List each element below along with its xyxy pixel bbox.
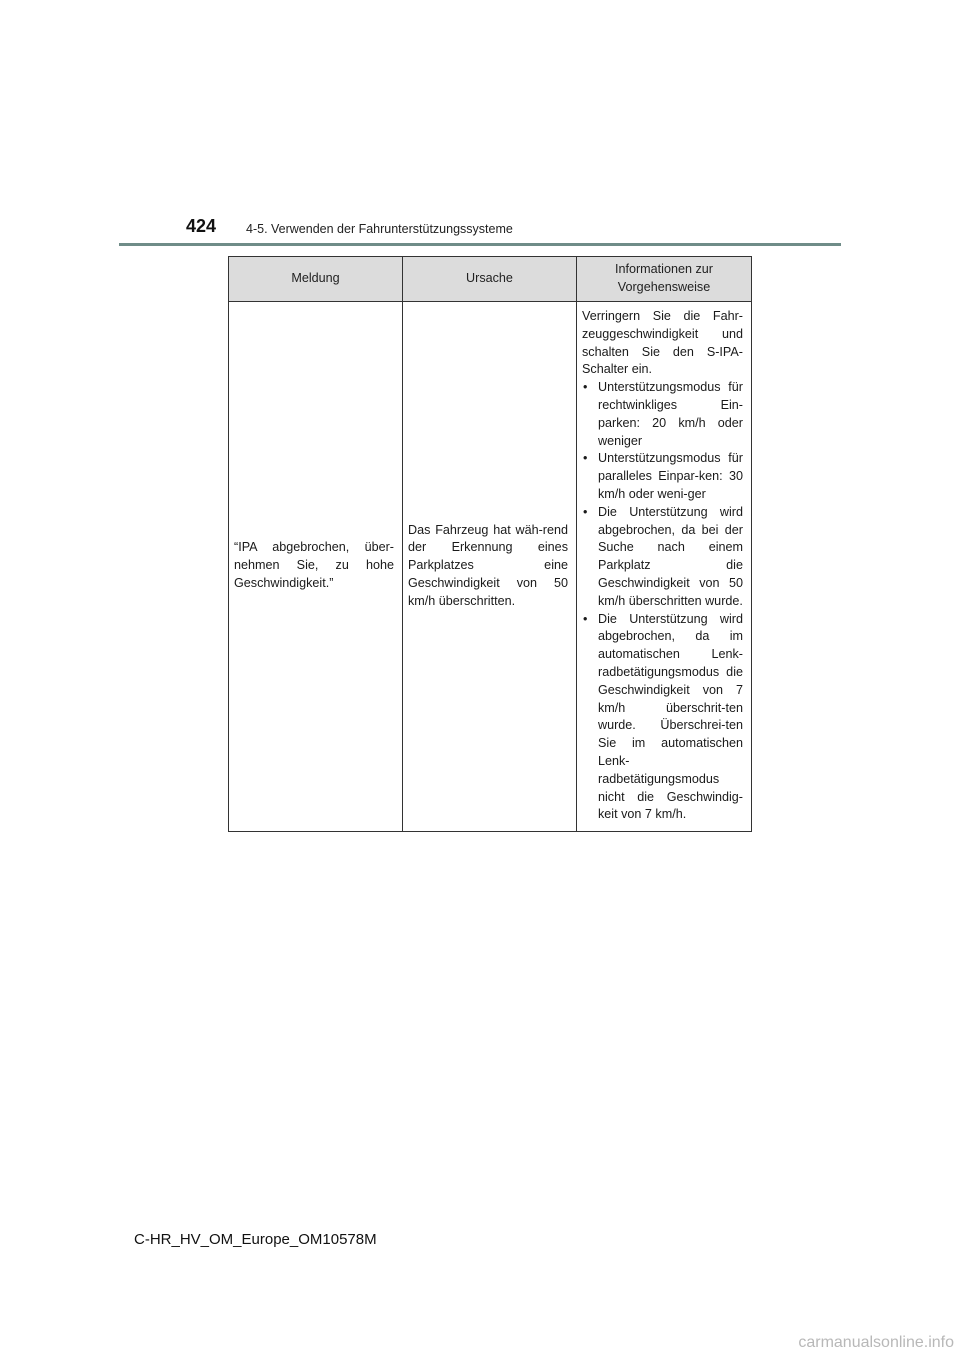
column-header-informationen: Informationen zur Vorgehensweise <box>577 257 752 302</box>
cell-ursache: Das Fahrzeug hat wäh-rend der Erkennung eines Parkplatzes eine Geschwindigkeit von 50 km/h überschritten. <box>403 302 577 832</box>
column-header-meldung: Meldung <box>229 257 403 302</box>
cell-informationen <box>577 302 752 832</box>
info-bullet-item: • Die Unterstützung wird abgebrochen, da im automatischen Lenk-radbetätigungsmodus die Geschwindigkeit von 7 km/h überschrit-ten wurde. Überschrei-ten Sie im automatischen Lenk-radbetätigungsmodus nicht die Geschwindig-keit von 7 km/h. <box>582 611 743 825</box>
info-bullet-list <box>582 379 743 824</box>
table-header-row <box>229 257 752 302</box>
info-intro: Verringern Sie die Fahr-zeuggeschwindigkeit und schalten Sie den S-IPA-Schalter ein. <box>582 309 743 377</box>
table-row <box>229 302 752 832</box>
cell-meldung: “IPA abgebrochen, über-nehmen Sie, zu hohe Geschwindigkeit.” <box>229 302 403 832</box>
message-table <box>228 256 752 832</box>
section-title: 4-5. Verwenden der Fahrunterstützungssysteme <box>246 222 513 236</box>
watermark: carmanualsonline.info <box>798 1334 954 1351</box>
info-bullet-item: • Unterstützungsmodus für paralleles Einpar-ken: 30 km/h oder weni-ger <box>582 450 743 503</box>
info-bullet-item: • Die Unterstützung wird abgebrochen, da bei der Suche nach einem Parkplatz die Geschwindigkeit von 50 km/h überschritten wurde. <box>582 504 743 611</box>
column-header-ursache: Ursache <box>403 257 577 302</box>
page-number: 424 <box>186 216 217 236</box>
header-rule <box>119 243 841 246</box>
info-bullet-item: • Unterstützungsmodus für rechtwinkliges Ein-parken: 20 km/h oder weniger <box>582 379 743 450</box>
footer-manual-code: C-HR_HV_OM_Europe_OM10578M <box>134 1231 377 1248</box>
